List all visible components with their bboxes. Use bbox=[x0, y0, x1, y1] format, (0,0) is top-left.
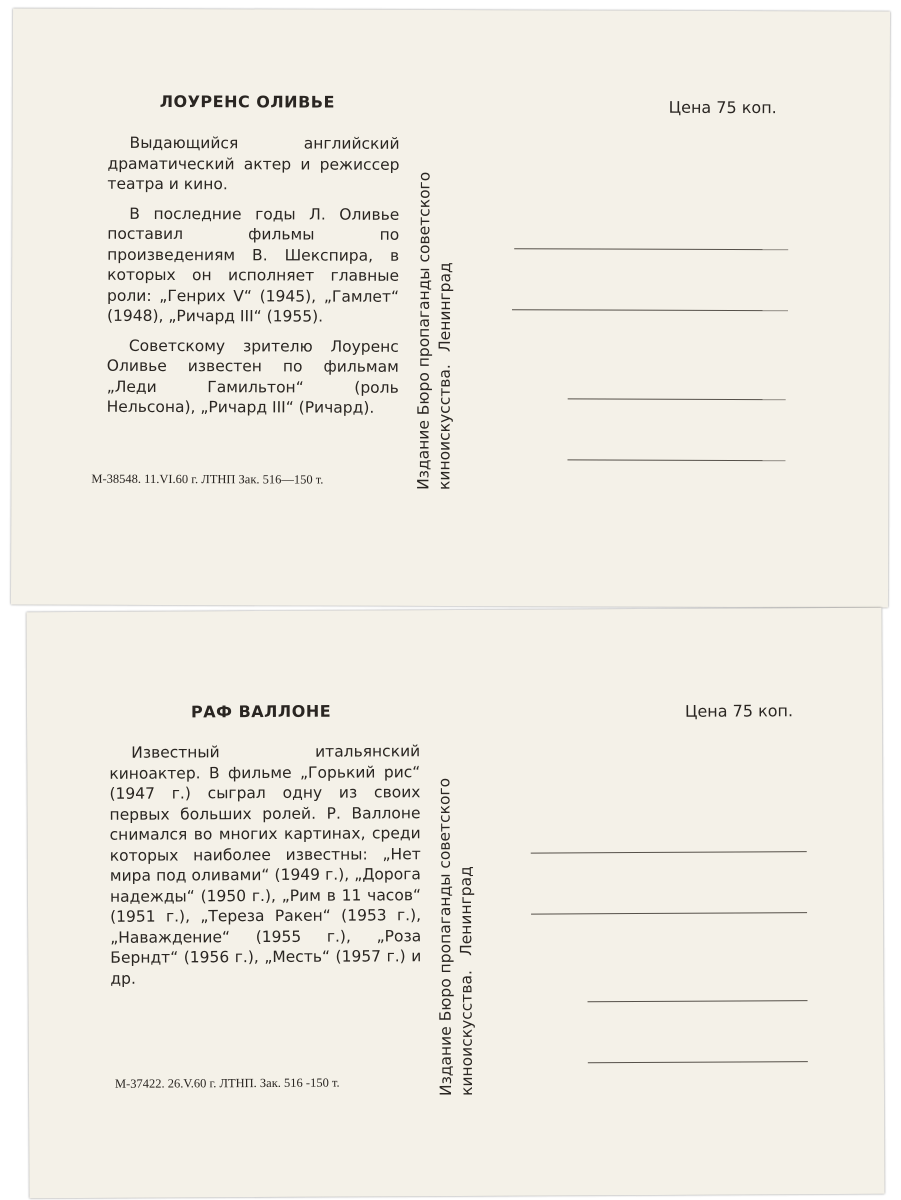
publisher-line: Издание Бюро пропаганды советского bbox=[435, 777, 456, 1097]
price-label: Цена 75 коп. bbox=[668, 97, 777, 118]
publisher-line: Издание Бюро пропаганды советского bbox=[414, 171, 434, 490]
biography-paragraph: В последние годы Л. Оливье поставил фильмы по произведениям В. Шекспира, в которых он исполняет главные роли: „Генрих V“ (1945), „Гамлет“ (1948), „Ричард III“ (1955). bbox=[106, 204, 400, 326]
address-line bbox=[567, 459, 785, 461]
biography-text bbox=[107, 133, 400, 419]
publisher-line: киноискусства. bbox=[457, 970, 477, 1096]
actor-name: ЛОУРЕНС ОЛИВЬЕ bbox=[159, 91, 335, 112]
publisher-city: Ленинград bbox=[435, 262, 455, 353]
publisher-info bbox=[413, 172, 456, 490]
print-imprint: М-37422. 26.V.60 г. ЛТНП. Зак. 516 -150 т. bbox=[114, 1075, 340, 1091]
biography-paragraph: Известный итальянский киноактер. В фильме „Горький рис“ (1947 г.) сыграл одну из своих первых больших ролей. Р. Валлоне снимался во многих картинах, среди которых наиболее известны: „Нет мира под оливами“ (1949 г.), „Дорога надежды“ (1950 г.), „Рим в 11 часов“ (1951 г.), „Тереза Ракен“ (1953 г.), „Наваждение“ (1955 г.), „Роза Берндт“ (1956 г.), „Месть“ (1957 г.) и др. bbox=[109, 742, 422, 988]
price-label: Цена 75 коп. bbox=[684, 701, 794, 721]
address-line bbox=[531, 912, 807, 914]
actor-name: РАФ ВАЛЛОНЕ bbox=[190, 701, 332, 722]
biography-text bbox=[109, 741, 421, 989]
address-line bbox=[512, 309, 788, 311]
publisher-info bbox=[434, 778, 478, 1096]
address-line bbox=[588, 1000, 808, 1002]
biography-paragraph: Советскому зрителю Лоуренс Оливье известен по фильмам „Леди Гамильтон“ (роль Нельсона), „Ричард III“ (Ричард). bbox=[106, 336, 399, 417]
print-imprint: М-38548. 11.VI.60 г. ЛТНП Зак. 516—150 т. bbox=[91, 471, 324, 487]
address-line bbox=[568, 398, 786, 400]
address-line bbox=[514, 248, 788, 250]
postcard-back-vallone bbox=[26, 608, 884, 1198]
publisher-line: киноискусства. bbox=[435, 364, 454, 491]
address-line bbox=[588, 1061, 808, 1063]
publisher-city: Ленинград bbox=[456, 866, 476, 956]
address-line bbox=[531, 851, 807, 853]
biography-paragraph: Выдающийся английский драматический актер и режиссер театра и кино. bbox=[107, 133, 400, 194]
postcard-back-olivier bbox=[11, 8, 890, 607]
